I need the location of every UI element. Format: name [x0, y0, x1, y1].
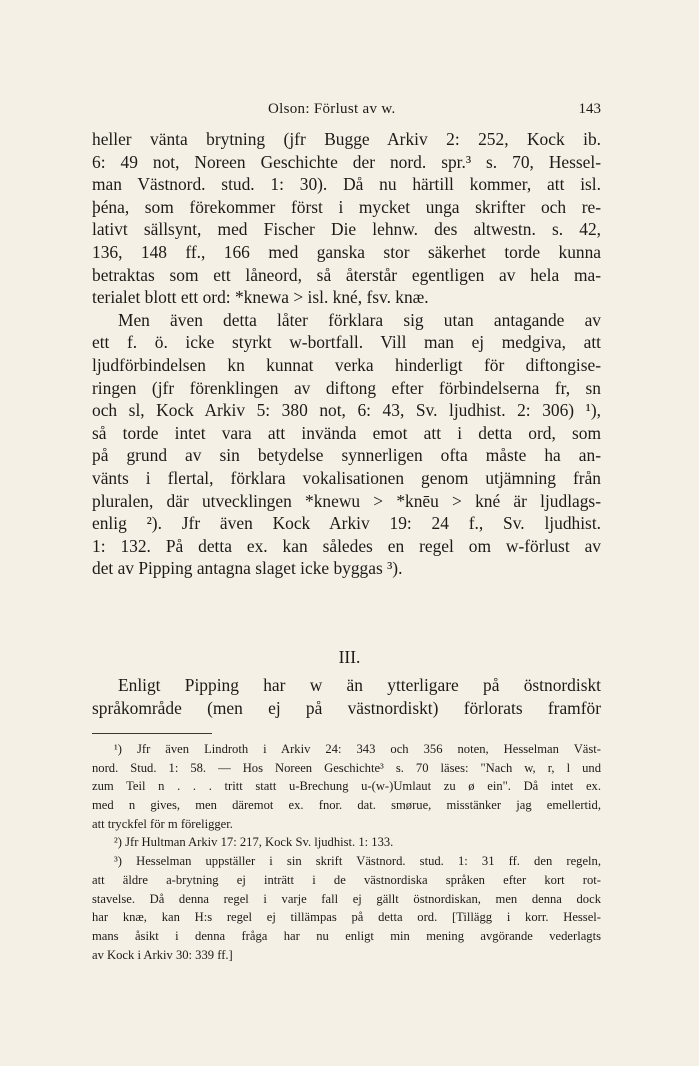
- text-line: ett f. ö. icke styrkt w-bortfall. Vill man ej medgiva, att: [92, 332, 601, 353]
- text-line: 136, 148 ff., 166 med ganska stor säkerhet torde kunna: [92, 241, 601, 262]
- text-line: ringen (jfr förenklingen av diftong efter förbindelserna fr, sn: [92, 377, 601, 398]
- footnote-line: mans åsikt i denna fråga har nu enligt min mening avgörande vederlagts: [92, 928, 601, 943]
- footnote-line: att äldre a-brytning ej inträtt i de västnordiska språken efter kort rot-: [92, 872, 601, 887]
- text-line: pluralen, där utvecklingen *knewu > *knēu > kné är ljudlags-: [92, 490, 601, 511]
- text-line: ljudförbindelsen kn kunnat verka hinderligt för diftongise-: [92, 354, 601, 375]
- text-line: heller vänta brytning (jfr Bugge Arkiv 2: 252, Kock ib.: [92, 129, 601, 149]
- running-title: Olson: Förlust av w.: [268, 101, 396, 117]
- text-line: och sl, Kock Arkiv 5: 380 not, 6: 43, Sv. ljudhist. 2: 306) ¹),: [92, 400, 601, 421]
- body-text: [92, 128, 601, 580]
- footnote-line: har knæ, kan H:s regel ej tillämpas på detta ord. [Tillägg i korr. Hessel-: [92, 910, 601, 925]
- text-line: man Västnord. stud. 1: 30). Då nu härtill kommer, att isl.: [92, 174, 601, 195]
- text-line: vänts i flertal, förklara vokalisationen genom utjämning från: [92, 467, 601, 488]
- running-header: [92, 101, 601, 125]
- footnote-line: att tryckfel för m föreligger.: [92, 816, 233, 831]
- text-line: þéna, som förekommer först i mycket unga skrifter och re-: [92, 196, 601, 217]
- footnote-rule: [92, 733, 212, 734]
- section-body: [92, 674, 601, 719]
- footnote-line: ¹) Jfr även Lindroth i Arkiv 24: 343 och 356 noten, Hesselman Väst-: [114, 742, 601, 756]
- text-line: 1: 132. På detta ex. kan således en regel om w-förlust av: [92, 535, 601, 556]
- text-line: så torde intet vara att invända emot att i detta ord, som: [92, 422, 601, 443]
- text-line: terialet blott ett ord: *knewa > isl. kné, fsv. knæ.: [92, 287, 429, 308]
- footnote-line: zum Teil n . . . tritt statt u-Brechung u-(w-)Umlaut zu ø ein". Då intet ex.: [92, 779, 601, 794]
- footnotes: [92, 740, 601, 964]
- text-line: Enligt Pipping har w än ytterligare på östnordiskt: [118, 675, 601, 695]
- text-line: det av Pipping antagna slaget icke byggas ³).: [92, 558, 403, 579]
- text-line: enlig ²). Jfr även Kock Arkiv 19: 24 f., Sv. ljudhist.: [92, 513, 601, 534]
- footnote-line: nord. Stud. 1: 58. — Hos Noreen Geschichte³ s. 70 läses: "Nach w, r, l und: [92, 760, 601, 775]
- footnote-line: ²) Jfr Hultman Arkiv 17: 217, Kock Sv. ljudhist. 1: 133.: [114, 835, 394, 850]
- footnote-line: med n gives, men däremot ex. fnor. dat. smørue, misstänker jag emellertid,: [92, 798, 601, 813]
- footnote-line: ³) Hesselman uppställer i sin skrift Västnord. stud. 1: 31 ff. den regeln,: [114, 854, 601, 869]
- page-number: 143: [578, 101, 601, 117]
- text-line: språkområde (men ej på västnordiskt) förlorats framför: [92, 697, 601, 718]
- footnote-line: stavelse. Då denna regel i varje fall ej gällt östnordiskan, men denna dock: [92, 891, 601, 906]
- text-line: Men även detta låter förklara sig utan antagande av: [118, 309, 601, 330]
- text-line: lativt sällsynt, med Fischer Die lehnw. des altwestn. s. 42,: [92, 219, 601, 240]
- text-line: betraktas som ett låneord, så återstår egentligen av hela ma-: [92, 264, 601, 285]
- section-number: III.: [338, 647, 361, 667]
- text-line: på grund av sin betydelse synnerligen ofta måste ha an-: [92, 445, 601, 466]
- footnote-line: av Kock i Arkiv 30: 339 ff.]: [92, 947, 233, 962]
- text-line: 6: 49 not, Noreen Geschichte der nord. spr.³ s. 70, Hessel-: [92, 151, 601, 172]
